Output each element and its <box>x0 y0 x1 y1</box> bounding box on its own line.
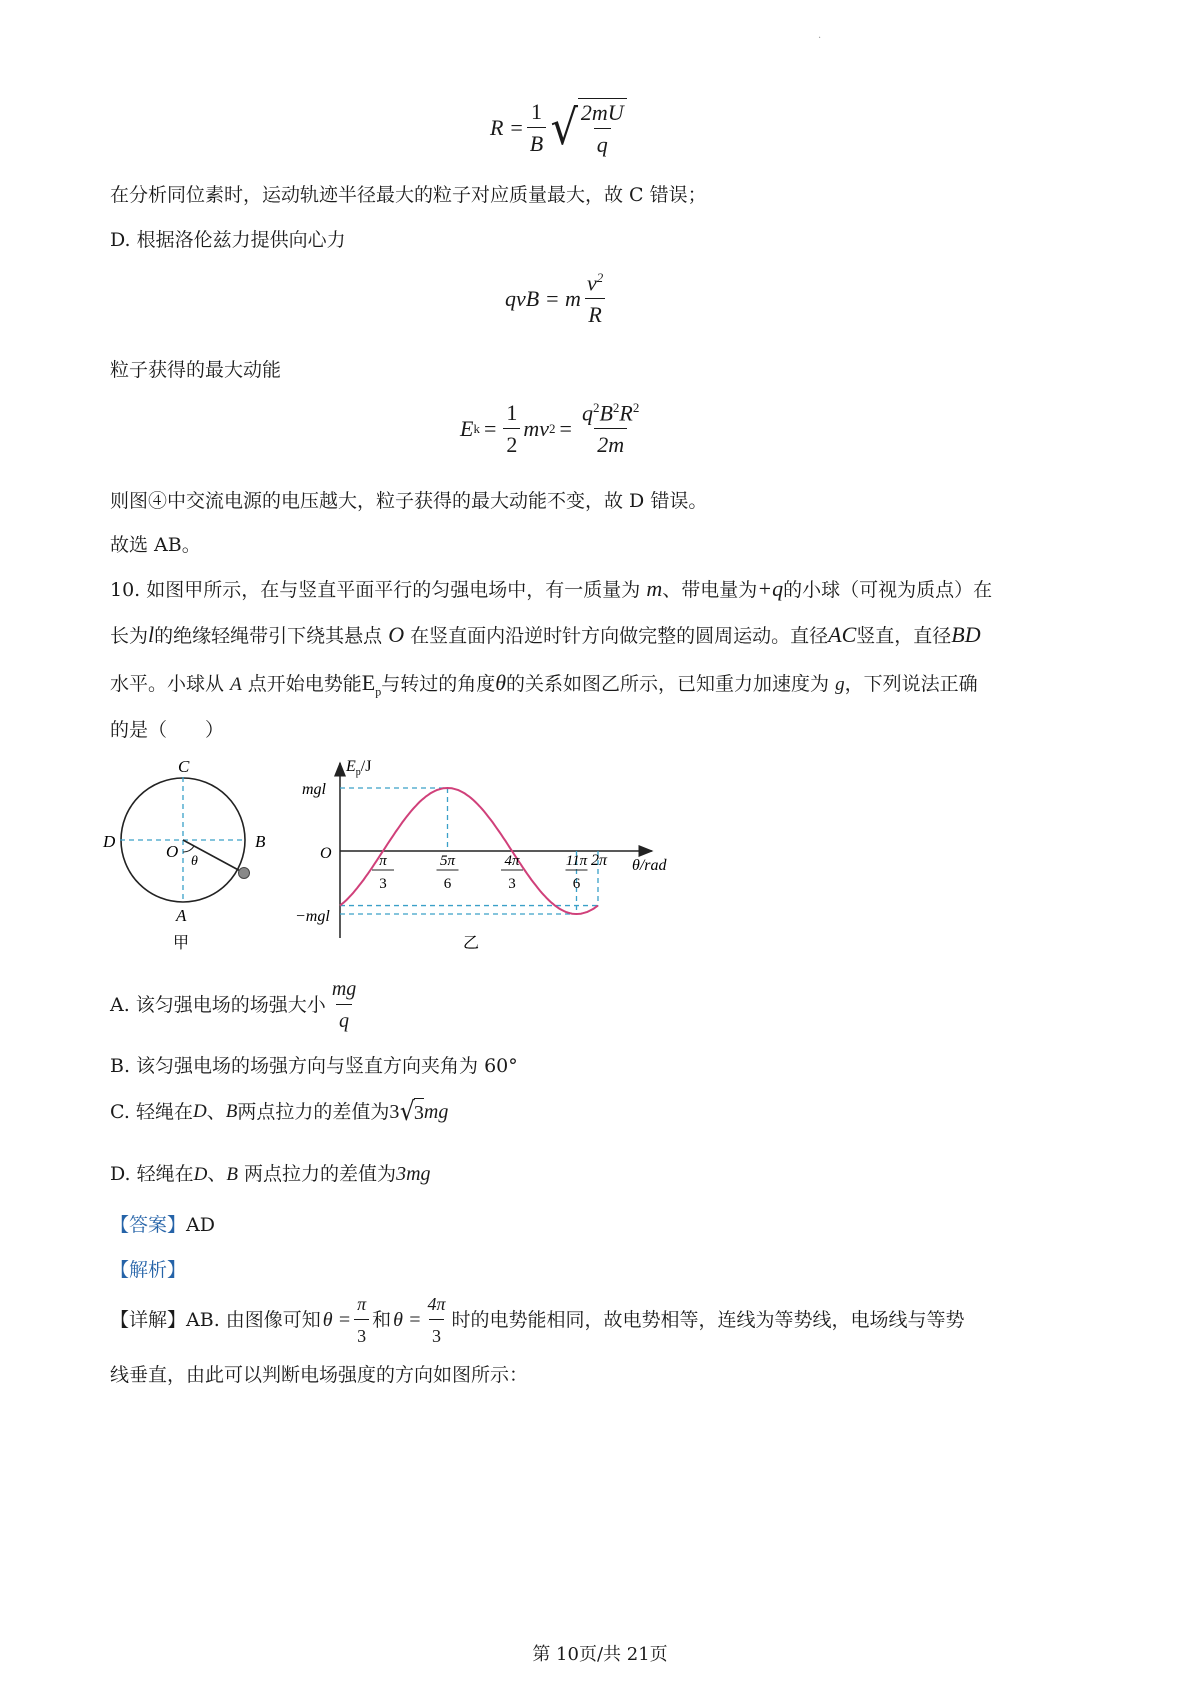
label-O: O <box>166 842 179 861</box>
max-ke-line: 粒子获得的最大动能 <box>110 359 282 381</box>
x-tick-label <box>437 853 459 892</box>
caption-jia: 甲 <box>173 933 190 952</box>
svg-text:π: π <box>379 853 387 869</box>
detail-line2: 线垂直，由此可以判断电场强度的方向如图所示： <box>110 1364 529 1386</box>
q10-line4: 的是（ ） <box>110 719 225 741</box>
label-D: D <box>103 832 116 851</box>
analysis-tag: 【解析】 <box>110 1259 187 1281</box>
x-axis-label: θ/rad <box>632 857 667 874</box>
label-B: B <box>255 832 266 851</box>
speck: . <box>818 30 822 41</box>
svg-text:4π: 4π <box>504 853 520 869</box>
y-tick-bottom: −mgl <box>295 908 330 925</box>
q10-line1: 10. 如图甲所示，在与竖直平面平行的匀强电场中，有一质量为 m、带电量为+q的小球（可视为质点）在 <box>110 576 993 601</box>
label-C: C <box>178 757 190 776</box>
choose-line: 故选 AB。 <box>110 534 201 556</box>
svg-text:5π: 5π <box>439 853 456 869</box>
y-tick-zero: O <box>320 845 332 862</box>
d-intro: D. 根据洛伦兹力提供向心力 <box>110 229 346 251</box>
option-d: D. 轻绳在D、B 两点拉力的差值为3mg <box>110 1163 431 1185</box>
formula-kinetic-energy: E k = $\frac{1}{2}$ mv 2 = $\frac{q^2B^2R^2}{2m}$ <box>460 400 640 458</box>
figure-circle-jia <box>100 755 290 955</box>
svg-text:3: 3 <box>379 876 387 892</box>
svg-text:6: 6 <box>572 876 581 892</box>
x-tick-label <box>501 853 523 892</box>
y-tick-top: mgl <box>302 781 326 798</box>
option-c: C. 轻绳在 D 、 B 两点拉力的差值为 3 √ 3 mg <box>110 1097 449 1127</box>
y-axis-label: $E_p/J$ <box>346 758 372 778</box>
option-a: A. 该匀强电场的场强大小 $\frac{mg}{q}$ <box>110 978 357 1032</box>
figure-chart-yi <box>295 755 695 955</box>
caption-yi: 乙 <box>463 933 480 952</box>
x-tick-2pi: 2π <box>591 852 608 869</box>
c-conclusion: 在分析同位素时，运动轨迹半径最大的粒子对应质量最大，故 C 错误； <box>110 184 707 206</box>
page-footer: 第 10页/共 21页 <box>532 1644 668 1665</box>
label-theta: θ <box>191 854 198 869</box>
d-conclusion: 则图④中交流电源的电压越大，粒子获得的最大动能不变，故 D 错误。 <box>110 490 708 512</box>
svg-text:6: 6 <box>443 876 452 892</box>
formula-lorentz: qvB = m $\frac{v^2}{R}$ <box>505 270 604 328</box>
svg-text:3: 3 <box>508 876 516 892</box>
label-A: A <box>176 906 187 925</box>
q10-line2: 长为l的绝缘轻绳带引下绕其悬点 O 在竖直面内沿逆时针方向做完整的圆周运动。直径AC竖直，直径BD <box>110 622 981 647</box>
formula-radius: R = $\frac{1}{B}$ √ $\frac{2mU}{q}$ <box>490 98 627 158</box>
q10-line3: 水平。小球从 A 点开始电势能$E_p$与转过的角度θ的关系如图乙所示，已知重力加速度为 g，下列说法正确 <box>110 670 978 699</box>
option-b: B. 该匀强电场的场强方向与竖直方向夹角为 60° <box>110 1055 518 1077</box>
answer-line: 【答案】AD <box>110 1214 215 1236</box>
x-tick-label <box>372 853 394 892</box>
detail-line1: 【详解】 AB. 由图像可知 θ = $\frac{\pi}{3}$ 和 θ = $\frac{4\pi}{3}$ 时的电势能相同，故电势相等，连线为等势线，电场线与等势 <box>110 1290 965 1350</box>
svg-text:11π: 11π <box>565 853 588 869</box>
